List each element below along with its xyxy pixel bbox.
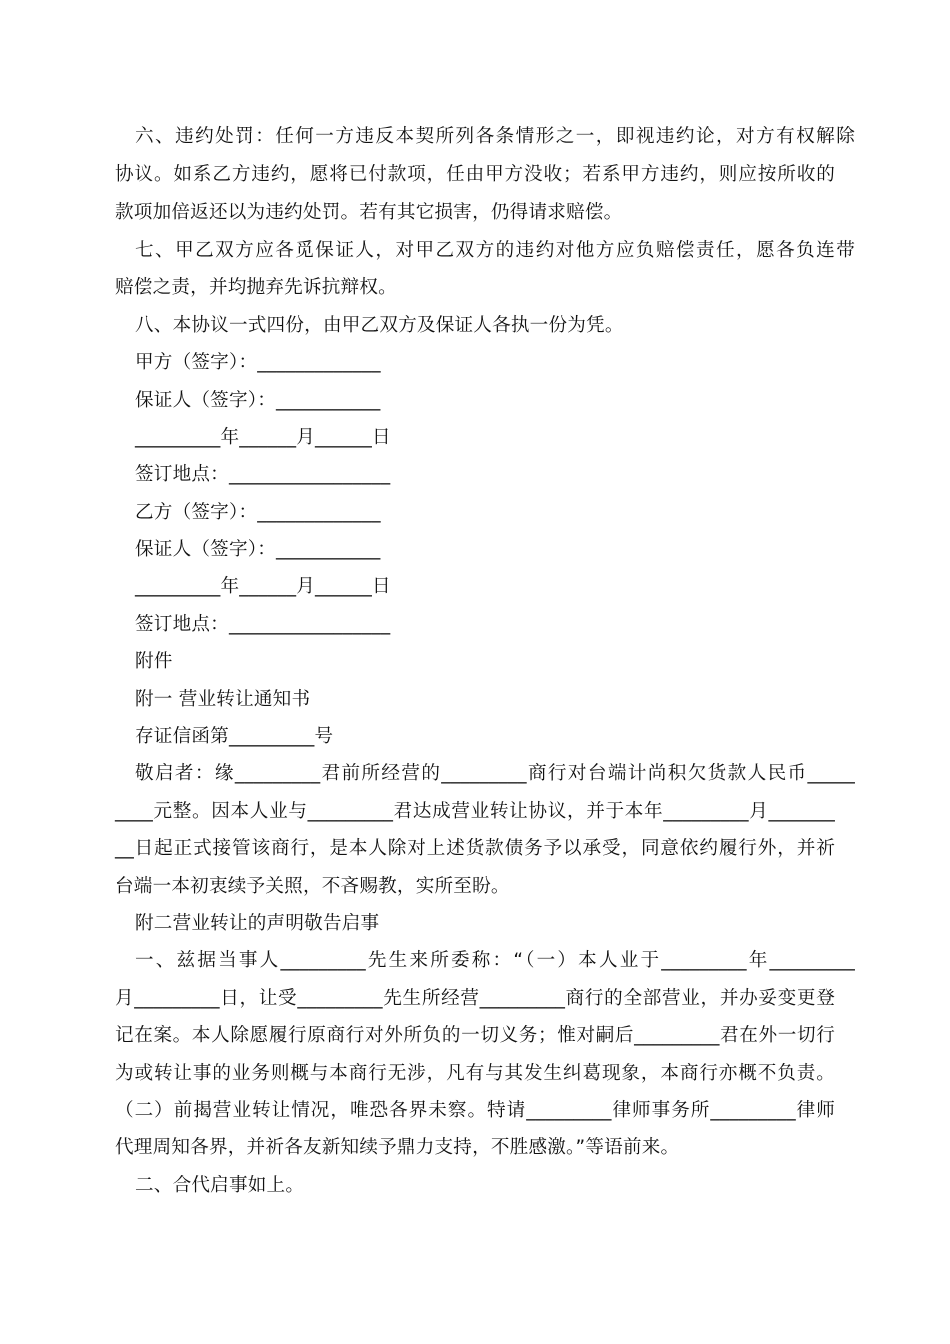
statement-line-2: 月_________日，让受_________先生所经营_________商行的全部营业，并办妥变更登	[115, 988, 835, 1009]
clause-6-line-1: 六、违约处罚：任何一方违反本契所列各条情形之一，即视违约论，对方有权解除	[135, 126, 855, 147]
notice-line-3: __日起正式接管该商行，是本人除对上述货款债务予以承受，同意依约履行外，并祈	[115, 838, 835, 859]
attachment-1-title: 附一 营业转让通知书	[135, 689, 311, 710]
statement-line-3: 记在案。本人除愿履行原商行对外所负的一切义务；惟对嗣后_________君在外一切行	[115, 1025, 835, 1046]
notice-line-1: 敬启者：缘_________君前所经营的_________商行对台端计尚积欠货款人民币_____	[135, 763, 855, 784]
statement-line-1: 一、兹据当事人_________先生来所委称：“（一）本人业于_________年_________	[135, 950, 855, 971]
statement-line-4: 为或转让事的业务则概与本商行无涉，凡有与其发生纠葛现象，本商行亦概不负责。	[115, 1063, 835, 1084]
attachment-heading: 附件	[135, 651, 173, 672]
statement-line-6: 代理周知各界，并祈各友新知续予鼎力支持，不胜感激。”等语前来。	[115, 1137, 680, 1158]
date-b: _________年______月______日	[135, 576, 391, 597]
guarantor-a-signature: 保证人（签字）：___________	[135, 390, 381, 411]
certified-letter-number: 存证信函第_________号	[135, 726, 334, 747]
clause-8: 八、本协议一式四份，由甲乙双方及保证人各执一份为凭。	[135, 315, 624, 336]
clause-7-line-1: 七、甲乙双方应各觅保证人，对甲乙双方的违约对他方应负赔偿责任，愿各负连带	[135, 240, 855, 261]
clause-6-line-2: 协议。如系乙方违约，愿将已付款项，任由甲方没收；若系甲方违约，则应按所收的	[115, 164, 835, 185]
notice-line-2: ____元整。因本人业与_________君达成营业转让协议，并于本年_________月_______	[115, 801, 835, 822]
party-a-signature: 甲方（签字）：_____________	[135, 352, 381, 373]
closing-statement: 二、合代启事如上。	[135, 1175, 305, 1196]
attachment-2-title: 附二营业转让的声明敬告启事	[135, 913, 380, 934]
notice-line-4: 台端一本初衷续予关照，不吝赐教，实所至盼。	[115, 876, 510, 897]
party-b-signature: 乙方（签字）：_____________	[135, 502, 381, 523]
clause-7-line-2: 赔偿之责，并均抛弃先诉抗辩权。	[115, 277, 397, 298]
statement-line-5: （二）前揭营业转让情况，唯恐各界未察。特请_________律师事务所_________律师	[115, 1100, 835, 1121]
signing-place-a: 签订地点：_________________	[135, 464, 391, 485]
signing-place-b: 签订地点：_________________	[135, 614, 391, 635]
guarantor-b-signature: 保证人（签字）：___________	[135, 539, 381, 560]
date-a: _________年______月______日	[135, 427, 391, 448]
clause-6-line-3: 款项加倍返还以为违约处罚。若有其它损害，仍得请求赔偿。	[115, 202, 623, 223]
